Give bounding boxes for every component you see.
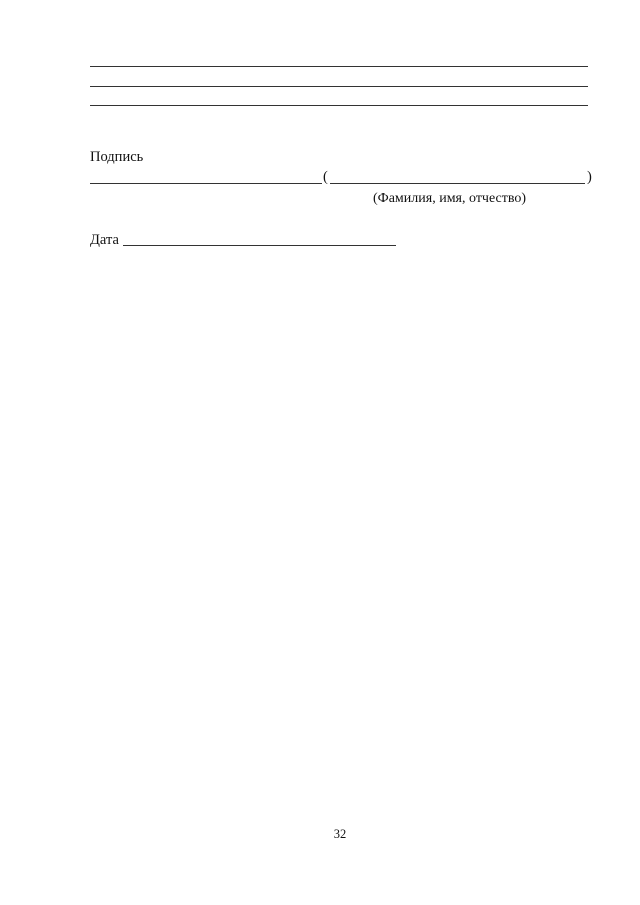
- full-name-caption: (Фамилия, имя, отчество): [373, 191, 527, 206]
- blank-line-3: [90, 105, 588, 106]
- blank-line-2: [90, 86, 588, 87]
- date-line: [123, 245, 396, 246]
- paren-open: (: [323, 169, 328, 185]
- date-label: Дата: [90, 232, 119, 248]
- paren-close: ): [587, 169, 592, 185]
- page-number: 32: [333, 827, 347, 841]
- signature-label: Подпись: [90, 149, 144, 165]
- full-name-line: [330, 183, 585, 184]
- signature-line: [90, 183, 322, 184]
- blank-line-1: [90, 66, 588, 67]
